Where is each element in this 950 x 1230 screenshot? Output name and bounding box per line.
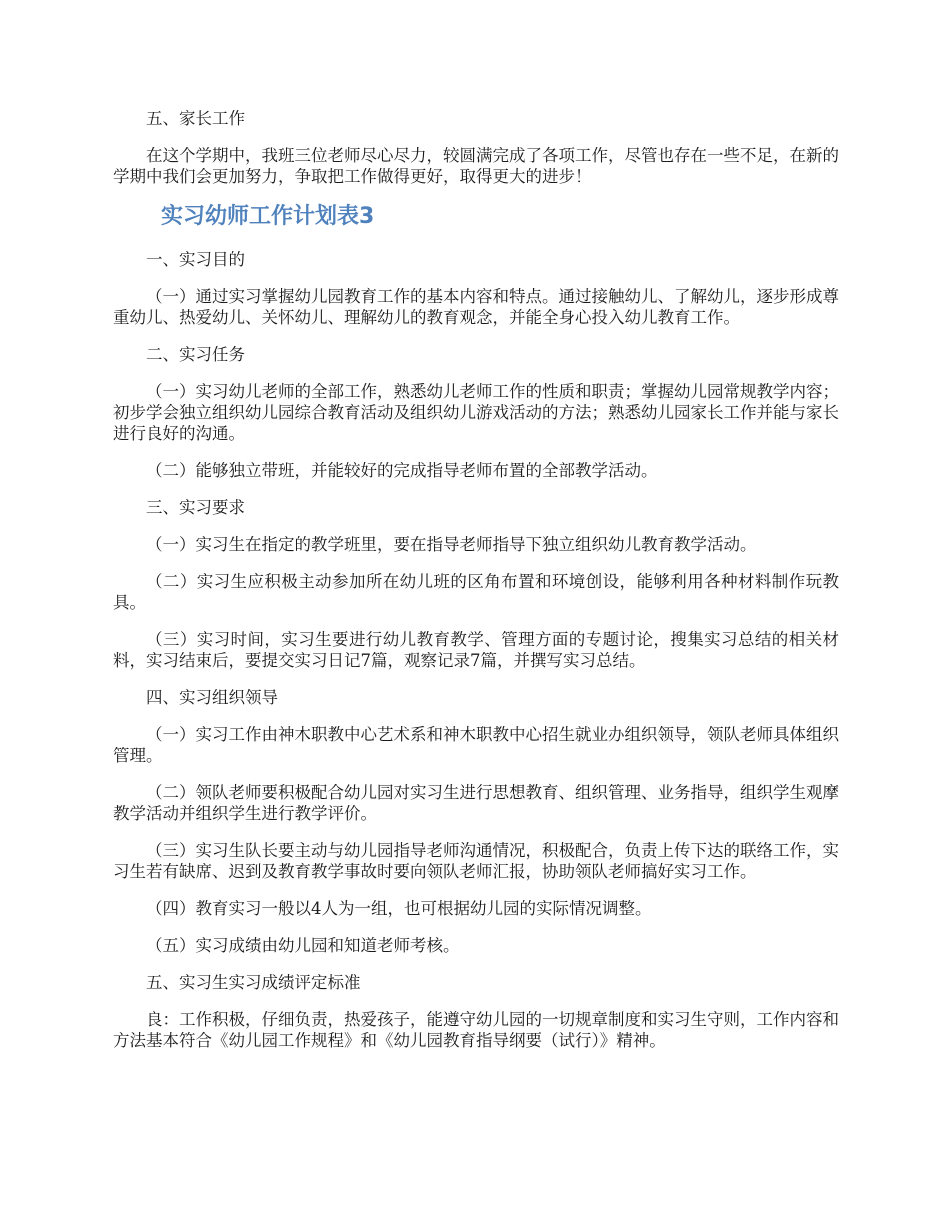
section-item: （二）实习生应积极主动参加所在幼儿班的区角布置和环境创设，能够利用各种材料制作玩教具。: [113, 572, 839, 612]
prev-section-paragraph: 在这个学期中，我班三位老师尽心尽力，较圆满完成了各项工作，尽管也存在一些不足，在新的学期中我们会更加努力，争取把工作做得更好，取得更大的进步！: [113, 146, 839, 186]
section-heading: 五、实习生实习成绩评定标准: [146, 973, 361, 992]
section-item: （三）实习生队长要主动与幼儿园指导老师沟通情况，积极配合，负责上传下达的联络工作，实习生若有缺席、迟到及教育教学事故时要向领队老师汇报，协助领队老师搞好实习工作。: [113, 841, 839, 881]
section-item: （四）教育实习一般以4人为一组，也可根据幼儿园的实际情况调整。: [146, 899, 652, 918]
section-item: （一）实习幼儿老师的全部工作，熟悉幼儿老师工作的性质和职责；掌握幼儿园常规教学内容；初步学会独立组织幼儿园综合教育活动及组织幼儿游戏活动的方法；熟悉幼儿园家长工作并能与家长进行良好的沟通。: [113, 382, 839, 443]
document-page: [113, 108, 839, 1067]
section-item: （五）实习成绩由幼儿园和知道老师考核。: [146, 936, 460, 955]
section-item: （二）领队老师要积极配合幼儿园对实习生进行思想教育、组织管理、业务指导，组织学生观摩教学活动并组织学生进行教学评价。: [113, 783, 839, 823]
section-item: 良：工作积极，仔细负责，热爱孩子，能遵守幼儿园的一切规章制度和实习生守则，工作内容和方法基本符合《幼儿园工作规程》和《幼儿园教育指导纲要（试行）》精神。: [113, 1010, 839, 1050]
section-item: （一）实习生在指定的教学班里，要在指导老师指导下独立组织幼儿教育教学活动。: [146, 535, 757, 554]
section-item: （一）通过实习掌握幼儿园教育工作的基本内容和特点。通过接触幼儿、了解幼儿，逐步形成尊重幼儿、热爱幼儿、关怀幼儿、理解幼儿的教育观念，并能全身心投入幼儿教育工作。: [113, 287, 839, 327]
section-heading: 四、实习组织领导: [146, 688, 278, 707]
section-heading: 二、实习任务: [146, 345, 245, 364]
section-heading: 三、实习要求: [146, 498, 245, 517]
prev-section-heading: 五、家长工作: [146, 109, 245, 128]
document-title: 实习幼师工作计划表3: [161, 204, 375, 229]
section-heading: 一、实习目的: [146, 250, 245, 269]
section-item: （三）实习时间，实习生要进行幼儿教育教学、管理方面的专题讨论，搜集实习总结的相关材料，实习结束后，要提交实习日记7篇，观察记录7篇，并撰写实习总结。: [113, 630, 839, 670]
section-item: （一）实习工作由神木职教中心艺术系和神木职教中心招生就业办组织领导，领队老师具体组织管理。: [113, 725, 839, 765]
section-item: （二）能够独立带班，并能较好的完成指导老师布置的全部教学活动。: [146, 461, 658, 480]
